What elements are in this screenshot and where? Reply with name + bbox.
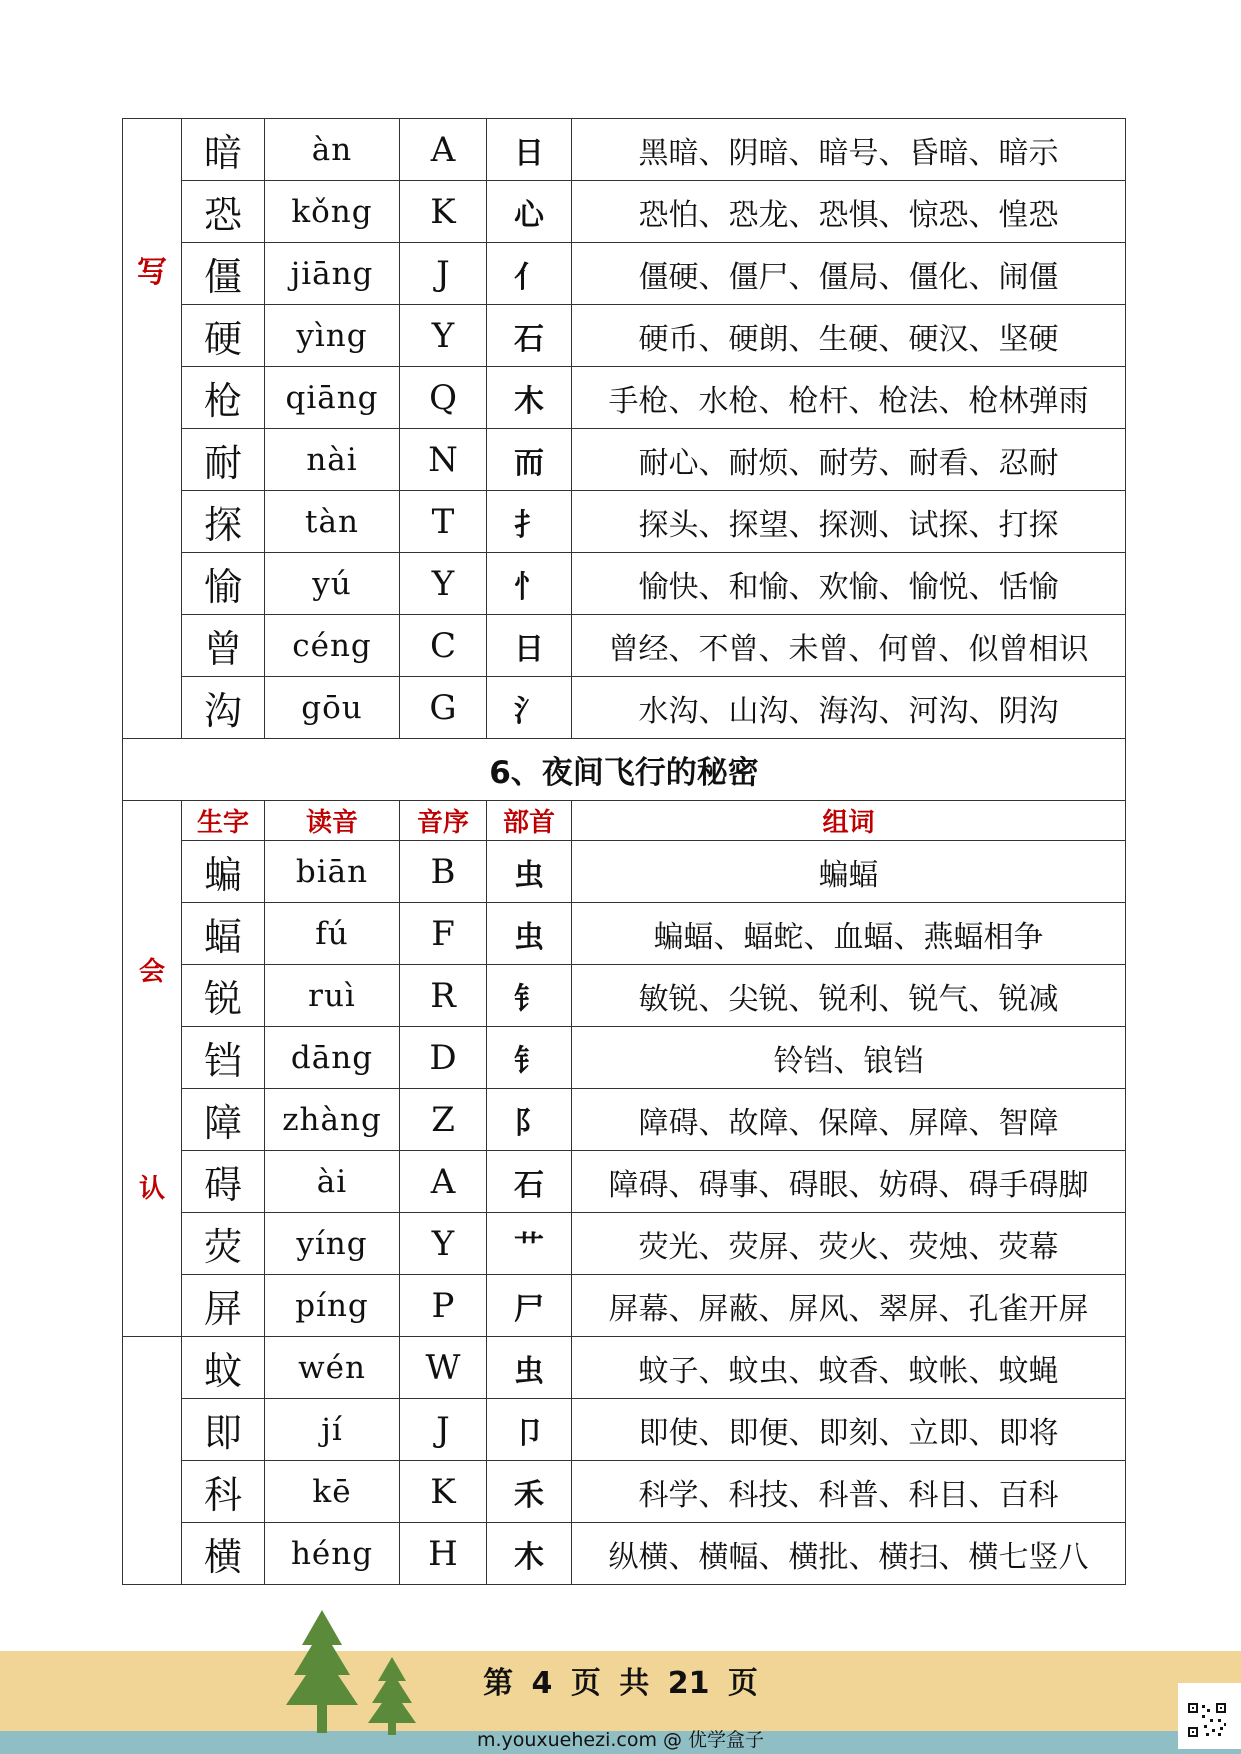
order-cell: T	[400, 491, 487, 553]
radical-cell: 木	[487, 1523, 572, 1585]
order-cell: K	[400, 181, 487, 243]
order-cell: J	[400, 1399, 487, 1461]
order-cell: Y	[400, 305, 487, 367]
char-cell: 蝙	[182, 841, 265, 903]
pinyin-cell: gōu	[265, 677, 400, 739]
order-cell: A	[400, 119, 487, 181]
radical-cell: 日	[487, 119, 572, 181]
vocabulary-table	[122, 118, 1126, 1585]
radical-cell: 石	[487, 305, 572, 367]
table-row	[123, 429, 1126, 491]
pinyin-cell: yú	[265, 553, 400, 615]
pinyin-cell: jiāng	[265, 243, 400, 305]
char-cell: 横	[182, 1523, 265, 1585]
pinyin-cell: wén	[265, 1337, 400, 1399]
header-order: 音序	[400, 801, 487, 841]
pinyin-cell: jí	[265, 1399, 400, 1461]
pinyin-cell: qiāng	[265, 367, 400, 429]
char-cell: 碍	[182, 1151, 265, 1213]
order-cell: B	[400, 841, 487, 903]
words-cell: 荧光、荧屏、荧火、荧烛、荧幕	[572, 1213, 1126, 1275]
category-blank	[123, 1337, 182, 1585]
table-row	[123, 181, 1126, 243]
words-cell: 科学、科技、科普、科目、百科	[572, 1461, 1126, 1523]
table-row	[123, 677, 1126, 739]
words-cell: 探头、探望、探测、试探、打探	[572, 491, 1126, 553]
order-cell: J	[400, 243, 487, 305]
radical-cell: 石	[487, 1151, 572, 1213]
pinyin-cell: ruì	[265, 965, 400, 1027]
radical-cell: 虫	[487, 1337, 572, 1399]
table-row	[123, 615, 1126, 677]
table-row	[123, 243, 1126, 305]
words-cell: 恐怕、恐龙、恐惧、惊恐、惶恐	[572, 181, 1126, 243]
radical-cell: 艹	[487, 1213, 572, 1275]
header-words: 组词	[572, 801, 1126, 841]
pinyin-cell: céng	[265, 615, 400, 677]
order-cell: P	[400, 1275, 487, 1337]
pinyin-cell: tàn	[265, 491, 400, 553]
words-cell: 纵横、横幅、横批、横扫、横七竖八	[572, 1523, 1126, 1585]
table-row	[123, 1275, 1126, 1337]
site-credit: m.youxuehezi.com @ 优学盒子	[476, 1729, 765, 1751]
order-cell: A	[400, 1151, 487, 1213]
order-cell: D	[400, 1027, 487, 1089]
category-write: 写	[123, 119, 182, 739]
table-row	[123, 841, 1126, 903]
radical-cell: 木	[487, 367, 572, 429]
order-cell: H	[400, 1523, 487, 1585]
pinyin-cell: dāng	[265, 1027, 400, 1089]
words-cell: 僵硬、僵尸、僵局、僵化、闹僵	[572, 243, 1126, 305]
words-cell: 耐心、耐烦、耐劳、耐看、忍耐	[572, 429, 1126, 491]
table-row	[123, 305, 1126, 367]
pinyin-cell: fú	[265, 903, 400, 965]
radical-cell: 阝	[487, 1089, 572, 1151]
words-cell: 蝙蝠	[572, 841, 1126, 903]
table-row	[123, 367, 1126, 429]
section-title: 6、夜间飞行的秘密	[123, 739, 1126, 801]
words-cell: 黑暗、阴暗、暗号、昏暗、暗示	[572, 119, 1126, 181]
pinyin-cell: yíng	[265, 1213, 400, 1275]
char-cell: 屏	[182, 1275, 265, 1337]
words-cell: 水沟、山沟、海沟、河沟、阴沟	[572, 677, 1126, 739]
words-cell: 蝙蝠、蝠蛇、血蝠、燕蝠相争	[572, 903, 1126, 965]
pinyin-cell: zhàng	[265, 1089, 400, 1151]
char-cell: 科	[182, 1461, 265, 1523]
table-row	[123, 491, 1126, 553]
order-cell: G	[400, 677, 487, 739]
words-cell: 铃铛、锒铛	[572, 1027, 1126, 1089]
table-row	[123, 553, 1126, 615]
char-cell: 枪	[182, 367, 265, 429]
table-row	[123, 119, 1126, 181]
words-cell: 障碍、碍事、碍眼、妨碍、碍手碍脚	[572, 1151, 1126, 1213]
table-row	[123, 965, 1126, 1027]
category-recognize	[123, 801, 182, 1337]
radical-cell: 心	[487, 181, 572, 243]
pinyin-cell: píng	[265, 1275, 400, 1337]
order-cell: C	[400, 615, 487, 677]
pinyin-cell: biān	[265, 841, 400, 903]
header-char: 生字	[182, 801, 265, 841]
table-row	[123, 1461, 1126, 1523]
radical-cell: 亻	[487, 243, 572, 305]
char-cell: 愉	[182, 553, 265, 615]
order-cell: R	[400, 965, 487, 1027]
char-cell: 蚊	[182, 1337, 265, 1399]
char-cell: 即	[182, 1399, 265, 1461]
radical-cell: 虫	[487, 841, 572, 903]
words-cell: 即使、即便、即刻、立即、即将	[572, 1399, 1126, 1461]
radical-cell: 日	[487, 615, 572, 677]
char-cell: 障	[182, 1089, 265, 1151]
table-row	[123, 903, 1126, 965]
words-cell: 敏锐、尖锐、锐利、锐气、锐减	[572, 965, 1126, 1027]
category-bottom: 认	[138, 1174, 165, 1204]
header-pinyin: 读音	[265, 801, 400, 841]
pinyin-cell: héng	[265, 1523, 400, 1585]
order-cell: Z	[400, 1089, 487, 1151]
header-radical: 部首	[487, 801, 572, 841]
char-cell: 铛	[182, 1027, 265, 1089]
char-cell: 硬	[182, 305, 265, 367]
table-row	[123, 1089, 1126, 1151]
char-cell: 沟	[182, 677, 265, 739]
radical-cell: 尸	[487, 1275, 572, 1337]
words-cell: 硬币、硬朗、生硬、硬汉、坚硬	[572, 305, 1126, 367]
pinyin-cell: àn	[265, 119, 400, 181]
page-number: 第 4 页 共 21 页	[483, 1666, 758, 1701]
char-cell: 曾	[182, 615, 265, 677]
table-row	[123, 1399, 1126, 1461]
pinyin-cell: kē	[265, 1461, 400, 1523]
table-row	[123, 1337, 1126, 1399]
char-cell: 锐	[182, 965, 265, 1027]
table-row	[123, 1523, 1126, 1585]
words-cell: 屏幕、屏蔽、屏风、翠屏、孔雀开屏	[572, 1275, 1126, 1337]
words-cell: 手枪、水枪、枪杆、枪法、枪林弹雨	[572, 367, 1126, 429]
order-cell: K	[400, 1461, 487, 1523]
pinyin-cell: nài	[265, 429, 400, 491]
pinyin-cell: ài	[265, 1151, 400, 1213]
words-cell: 愉快、和愉、欢愉、愉悦、恬愉	[572, 553, 1126, 615]
words-cell: 曾经、不曾、未曾、何曾、似曾相识	[572, 615, 1126, 677]
radical-cell: 虫	[487, 903, 572, 965]
radical-cell: 卩	[487, 1399, 572, 1461]
char-cell: 耐	[182, 429, 265, 491]
radical-cell: 而	[487, 429, 572, 491]
char-cell: 僵	[182, 243, 265, 305]
radical-cell: 禾	[487, 1461, 572, 1523]
char-cell: 暗	[182, 119, 265, 181]
radical-cell: 扌	[487, 491, 572, 553]
pinyin-cell: yìng	[265, 305, 400, 367]
table-row	[123, 1027, 1126, 1089]
words-cell: 蚊子、蚊虫、蚊香、蚊帐、蚊蝇	[572, 1337, 1126, 1399]
category-top: 会	[138, 957, 165, 987]
order-cell: Y	[400, 1213, 487, 1275]
radical-cell: 钅	[487, 1027, 572, 1089]
words-cell: 障碍、故障、保障、屏障、智障	[572, 1089, 1126, 1151]
radical-cell: 氵	[487, 677, 572, 739]
char-cell: 荧	[182, 1213, 265, 1275]
section-title-row	[123, 739, 1126, 801]
header-row	[123, 801, 1126, 841]
pinyin-cell: kǒng	[265, 181, 400, 243]
table-row	[123, 1213, 1126, 1275]
order-cell: N	[400, 429, 487, 491]
radical-cell: 钅	[487, 965, 572, 1027]
char-cell: 探	[182, 491, 265, 553]
table-row	[123, 1151, 1126, 1213]
radical-cell: 忄	[487, 553, 572, 615]
order-cell: Y	[400, 553, 487, 615]
order-cell: W	[400, 1337, 487, 1399]
qr-code-icon	[1178, 1683, 1241, 1749]
char-cell: 恐	[182, 181, 265, 243]
order-cell: Q	[400, 367, 487, 429]
char-cell: 蝠	[182, 903, 265, 965]
order-cell: F	[400, 903, 487, 965]
